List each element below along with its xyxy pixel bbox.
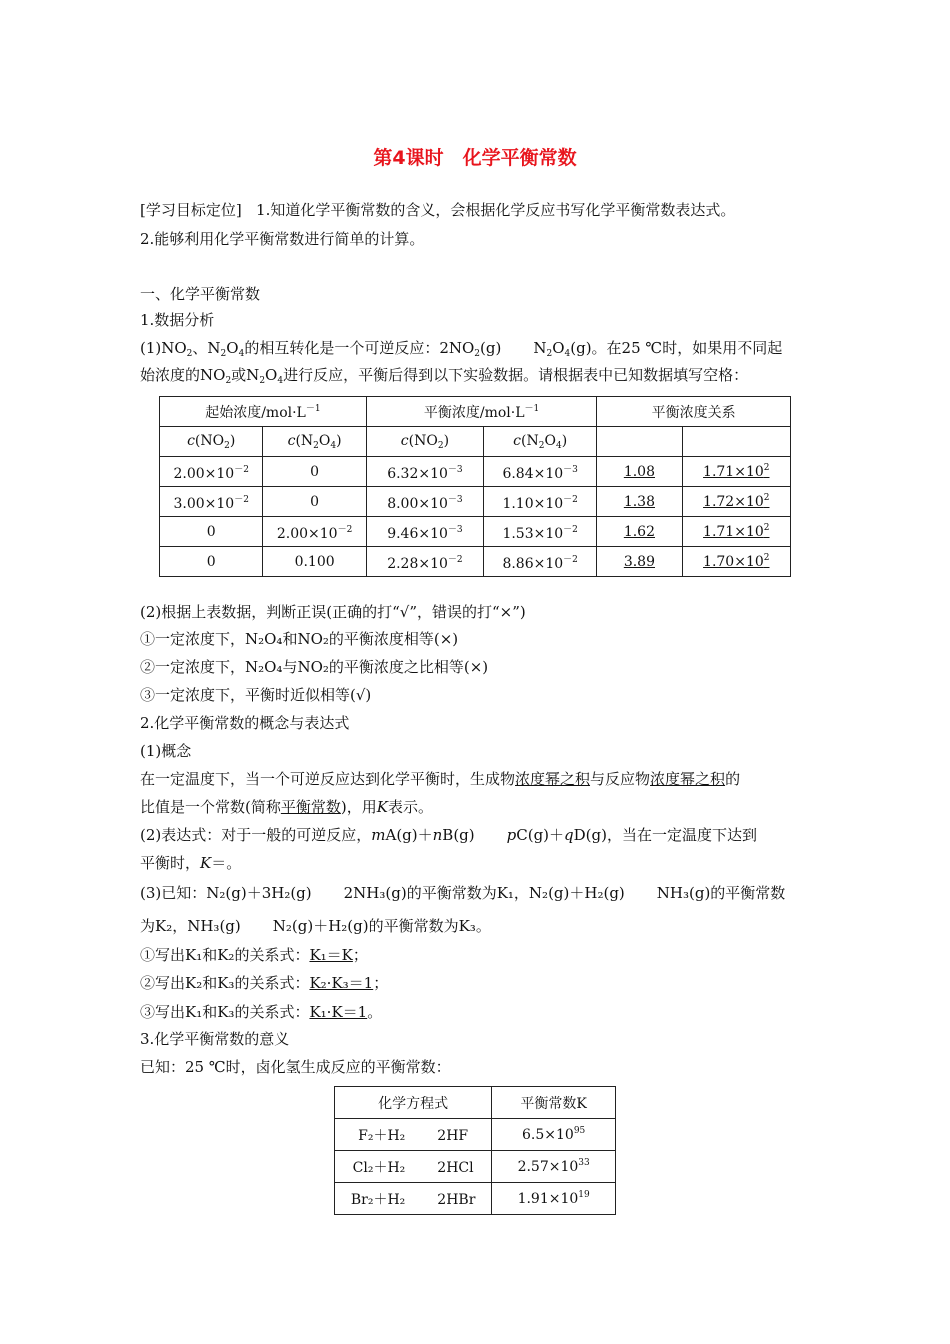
sup: －2 — [234, 464, 249, 475]
text: (1)NO — [140, 339, 187, 357]
text: 9.46×10 — [387, 525, 448, 542]
write-1 — [140, 944, 368, 966]
text: 1.08 — [623, 463, 655, 480]
text: (N — [295, 432, 314, 449]
sup: －2 — [563, 494, 578, 505]
judge-1: ①一定浓度下，N₂O₄和NO₂的平衡浓度相等(×) — [140, 630, 459, 648]
text: ； — [373, 974, 389, 992]
sup: 2 — [763, 553, 770, 563]
cell — [682, 547, 790, 577]
text: m — [371, 826, 386, 844]
cell: 0 — [160, 547, 263, 577]
subheader-c-n2o4: $c(N_2O_4)$ — [263, 427, 366, 457]
data-table — [159, 396, 791, 577]
cell — [484, 547, 597, 577]
header-relation: 平衡浓度关系 — [597, 397, 791, 427]
cell — [366, 517, 483, 547]
answer: K₁＝K — [309, 946, 353, 964]
sup: －3 — [447, 494, 463, 505]
expression-line-2 — [140, 852, 241, 874]
text: q — [564, 826, 574, 844]
text: 1.72×10 — [703, 494, 764, 510]
text: (2)表达式：对于一般的可逆反应， — [140, 826, 372, 844]
q1-line-2: 始浓度的$NO_2$或$N_2O_4$进行反应，平衡后得到以下实验数据。请根据表中已知数据填写空格： — [140, 366, 749, 386]
cell — [160, 487, 263, 517]
text: O — [318, 432, 331, 449]
objective-2: 2.能够利用化学平衡常数进行简单的计算。 — [140, 230, 425, 248]
text: 8.00×10 — [387, 495, 448, 512]
text: (NO — [194, 432, 225, 449]
known-line-2 — [140, 915, 491, 937]
subheader-c-no2: $c(NO_2)$ — [160, 427, 263, 457]
sup: －2 — [234, 494, 249, 505]
cell — [484, 457, 597, 487]
section1-sub1: 1.数据分析 — [140, 311, 215, 329]
table-row — [160, 457, 791, 487]
text: 6.5×10 — [522, 1127, 574, 1143]
text: 2.57×10 — [517, 1159, 579, 1175]
cell — [366, 457, 483, 487]
text: (g) — [480, 339, 502, 357]
sup: －1 — [305, 404, 321, 414]
text: 2HBr — [437, 1191, 476, 1208]
table-subheader-row — [160, 427, 791, 457]
objectives-label: [学习目标定位] — [140, 201, 242, 219]
text: c — [513, 432, 522, 449]
cell — [492, 1151, 616, 1183]
text: 1.91×10 — [517, 1191, 579, 1207]
cell — [597, 517, 682, 547]
sup: －3 — [447, 524, 463, 535]
text: 2HCl — [437, 1159, 474, 1176]
cell — [366, 487, 483, 517]
sup: －3 — [447, 464, 463, 475]
text: )，用 — [340, 798, 377, 816]
text: 进行反应，平衡后得到以下实验数据。请根据表中已知数据填写空格： — [283, 366, 749, 384]
text: D(g)，当在一定温度下达到 — [573, 826, 757, 844]
judge-2: ②一定浓度下，N₂O₄与NO₂的平衡浓度之比相等(×) — [140, 658, 489, 676]
cell — [335, 1151, 492, 1183]
header-equation: 化学方程式 — [335, 1087, 492, 1119]
halide-table — [334, 1086, 616, 1215]
sup: 95 — [573, 1126, 586, 1136]
text: 表示。 — [387, 798, 433, 816]
cell — [597, 457, 682, 487]
concept-line-2 — [140, 796, 433, 818]
text: 2NH₃(g)的平衡常数为K₁，N₂(g)＋H₂(g) — [343, 884, 625, 902]
section1-heading: 一、化学平衡常数 — [140, 285, 261, 303]
text: 1.70×10 — [703, 554, 764, 570]
text: 。 — [367, 1003, 383, 1021]
cell: 0 — [160, 517, 263, 547]
answer: 平衡常数 — [280, 798, 341, 816]
answer: K₁·K＝1 — [309, 1003, 368, 1021]
text: 8.86×10 — [502, 555, 564, 572]
text: ②写出K₂和K₃的关系式： — [140, 974, 310, 992]
text: 为K₂，NH₃(g) — [140, 917, 241, 935]
cell: 0 — [263, 487, 366, 517]
text: 2HF — [437, 1127, 469, 1144]
header-equilibrium — [366, 397, 596, 427]
text: (g)。在25 ℃时，如果用不同起 — [570, 339, 783, 357]
cell — [597, 547, 682, 577]
header-initial — [160, 397, 367, 427]
section2-heading: 2.化学平衡常数的概念与表达式 — [140, 714, 350, 732]
cell — [682, 487, 790, 517]
known-line-1 — [140, 882, 785, 904]
cell — [492, 1183, 616, 1215]
text: ③写出K₁和K₃的关系式： — [140, 1003, 310, 1021]
cell — [484, 487, 597, 517]
answer: K₂·K₃＝1 — [309, 974, 374, 992]
text: 1.38 — [623, 493, 655, 510]
text: N₂(g)＋H₂(g)的平衡常数为K₃。 — [272, 917, 491, 935]
cell — [682, 517, 790, 547]
text: 在一定温度下，当一个可逆反应达到化学平衡时，生成物 — [140, 770, 516, 788]
q1-line-1: $(1)NO_2$、$N_2O_4$的相互转化是一个可逆反应：$2NO_2(g)$ $N_2O_4(g)$。在25 ℃时，如果用不同起 — [140, 339, 783, 359]
text: c — [400, 432, 409, 449]
text: (3)已知：N₂(g)＋3H₂(g) — [140, 884, 312, 902]
subheader-rel-2 — [682, 427, 790, 457]
text: F₂＋H₂ — [358, 1127, 406, 1144]
judge-3: ③一定浓度下，平衡时近似相等(√) — [140, 686, 372, 704]
text: c — [187, 432, 195, 449]
text: n — [432, 826, 443, 844]
objectives-line-1 — [140, 199, 735, 221]
text: 始浓度的NO — [140, 366, 226, 384]
table-header-row — [160, 397, 791, 427]
judge-intro: (2)根据上表数据，判断正误(正确的打“√”，错误的打“×”) — [140, 603, 526, 621]
subheader-c-n2o4-eq: $c(N_2O_4)$ — [484, 427, 597, 457]
text: O — [544, 432, 556, 449]
sup: 19 — [578, 1190, 590, 1200]
expression-line-1 — [140, 824, 757, 846]
text: O — [226, 339, 239, 357]
cell: 0.100 — [263, 547, 366, 577]
text: (NO — [408, 432, 438, 449]
text: ； — [352, 946, 368, 964]
text: c — [287, 432, 296, 449]
objective-1: 1.知道化学平衡常数的含义，会根据化学反应书写化学平衡常数表达式。 — [256, 201, 736, 219]
text: p — [506, 826, 517, 844]
sup: －2 — [563, 554, 578, 565]
text: N — [533, 339, 547, 357]
sup: －3 — [563, 464, 578, 475]
sup: 2 — [763, 493, 770, 503]
text: 1.71×10 — [703, 464, 764, 480]
text: 6.32×10 — [387, 465, 448, 482]
text: 6.84×10 — [502, 465, 564, 482]
text: B(g) — [442, 826, 475, 844]
sup: －2 — [337, 524, 353, 535]
text: Br₂＋H₂ — [350, 1191, 406, 1208]
cell — [597, 487, 682, 517]
text: 的 — [725, 770, 741, 788]
subheader-rel-1 — [597, 427, 682, 457]
text: ①写出K₁和K₂的关系式： — [140, 946, 310, 964]
text: (N — [521, 432, 539, 449]
table-row — [335, 1183, 616, 1215]
sup: 2 — [763, 523, 770, 533]
text: 1.62 — [623, 523, 655, 540]
table-header-row — [335, 1087, 616, 1119]
subheader-c-no2-eq: $c(NO_2)$ — [366, 427, 483, 457]
text: 1.53×10 — [502, 525, 564, 542]
text: 1.71×10 — [703, 524, 764, 540]
cell — [160, 457, 263, 487]
cell — [263, 517, 366, 547]
text: K — [200, 854, 212, 872]
cell — [484, 517, 597, 547]
cell — [335, 1119, 492, 1151]
section3-heading: 3.化学平衡常数的意义 — [140, 1030, 290, 1048]
header-k: 平衡常数K — [492, 1087, 616, 1119]
text: NH₃(g)的平衡常数 — [656, 884, 786, 902]
text: 平衡浓度/mol·L — [423, 405, 525, 421]
sup: 2 — [763, 463, 770, 473]
text: Cl₂＋H₂ — [352, 1159, 406, 1176]
write-2 — [140, 972, 388, 994]
text: A(g)＋ — [385, 826, 433, 844]
cell: 0 — [263, 457, 366, 487]
cell — [492, 1119, 616, 1151]
cell — [335, 1183, 492, 1215]
cell — [682, 457, 790, 487]
text: K — [376, 798, 388, 816]
text: 的相互转化是一个可逆反应：2NO — [244, 339, 475, 357]
write-3 — [140, 1001, 382, 1023]
text: 或N — [231, 366, 260, 384]
table-row — [160, 487, 791, 517]
text: 2.00×10 — [173, 465, 235, 482]
sup: 33 — [578, 1158, 590, 1168]
text: ＝。 — [211, 854, 242, 872]
text: 起始浓度/mol·L — [205, 405, 306, 421]
sup: －1 — [524, 404, 540, 414]
table-row — [335, 1151, 616, 1183]
sup: －2 — [447, 554, 463, 565]
answer: 浓度幂之积 — [515, 770, 591, 788]
concept-label: (1)概念 — [140, 742, 192, 760]
text: 1.10×10 — [502, 495, 564, 512]
text: 比值是一个常数(简称 — [140, 798, 281, 816]
sup: －2 — [563, 524, 578, 535]
text: 2.28×10 — [387, 555, 448, 572]
table-row — [335, 1119, 616, 1151]
text: C(g)＋ — [516, 826, 565, 844]
text: O — [552, 339, 565, 357]
text: 3.00×10 — [173, 495, 235, 512]
text: O — [265, 366, 278, 384]
section3-intro: 已知：25 ℃时，卤化氢生成反应的平衡常数： — [140, 1058, 451, 1076]
page-title: 第4课时 化学平衡常数 — [373, 147, 577, 169]
concept-line-1 — [140, 768, 740, 790]
answer: 浓度幂之积 — [650, 770, 726, 788]
table-row — [160, 517, 791, 547]
table-row — [160, 547, 791, 577]
text: 、N — [192, 339, 221, 357]
text: 2.00×10 — [276, 525, 338, 542]
cell — [366, 547, 483, 577]
text: 3.89 — [623, 553, 655, 570]
text: 平衡时， — [140, 854, 201, 872]
text: 与反应物 — [590, 770, 651, 788]
